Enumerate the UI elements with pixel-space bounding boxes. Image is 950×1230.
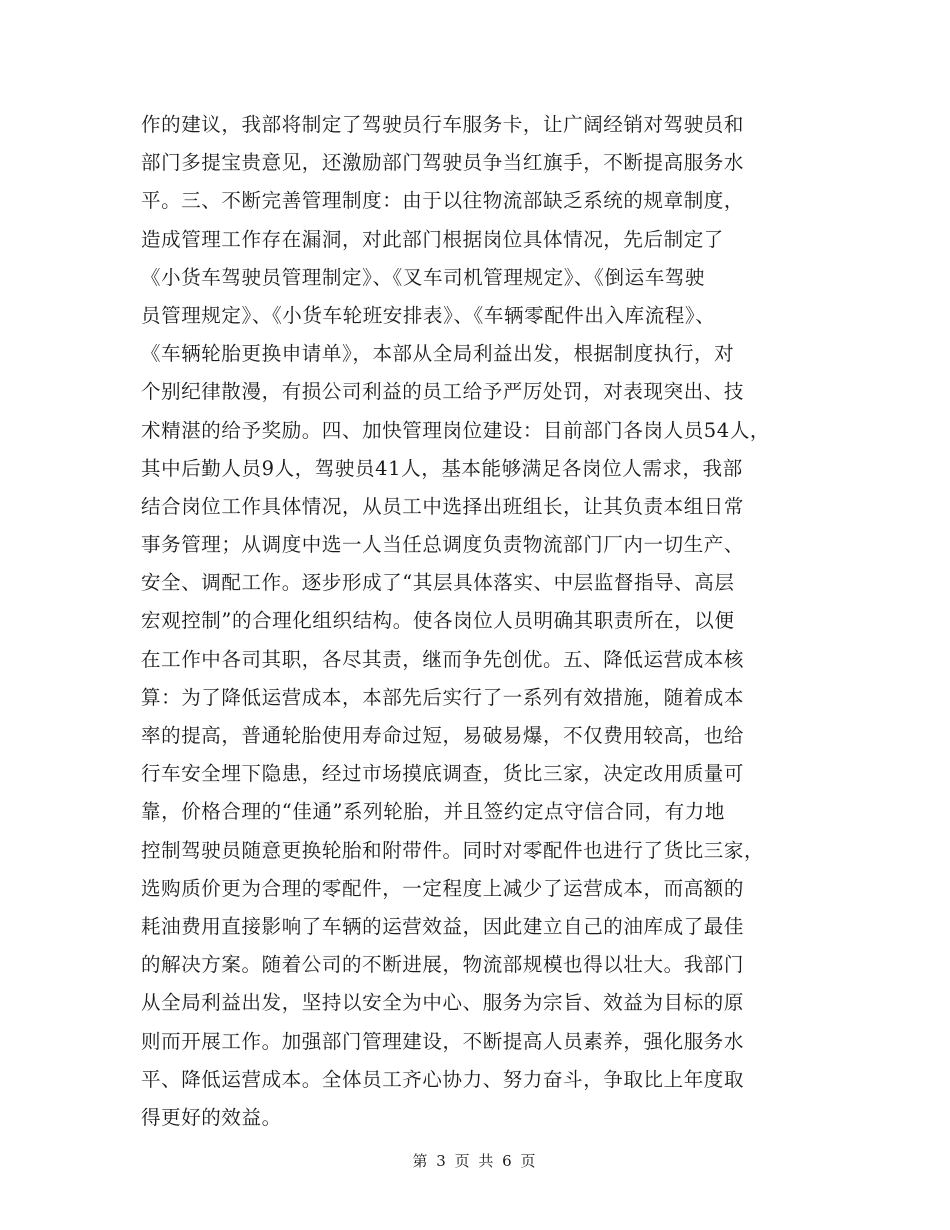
page-number-footer: 第 3 页 共 6 页 bbox=[412, 1152, 538, 1170]
text-line: 术精湛的给予奖励。四、加快管理岗位建设：目前部门各岗人员54人， bbox=[141, 418, 771, 442]
text-line: 员管理规定》、《小货车轮班安排表》、《车辆零配件出入库流程》、 bbox=[141, 303, 716, 327]
text-line: 《小货车驾驶员管理制定》、《叉车司机管理规定》、《倒运车驾驶 bbox=[141, 265, 706, 289]
text-line: 的解决方案。随着公司的不断进展，物流部规模也得以壮大。我部门 bbox=[141, 953, 745, 977]
text-line: 选购质价更为合理的零配件，一定程度上减少了运营成本，而高额的 bbox=[141, 876, 745, 900]
body-text bbox=[141, 106, 821, 1137]
text-line: 率的提高，普通轮胎使用寿命过短，易破易爆，不仅费用较高，也给 bbox=[141, 724, 745, 747]
text-line: 个别纪律散漫，有损公司利益的员工给予严厉处罚，对表现突出、技 bbox=[141, 380, 745, 404]
text-line: 控制驾驶员随意更换轮胎和附带件。同时对零配件也进行了货比三家， bbox=[141, 838, 765, 862]
text-line: 得更好的效益。 bbox=[141, 1105, 282, 1129]
text-line: 在工作中各司其职，各尽其责，继而争先创优。五、降低运营成本核 bbox=[141, 647, 745, 671]
text-line: 安全、调配工作。逐步形成了“其层具体落实、中层监督指导、高层 bbox=[141, 571, 735, 595]
text-line: 平、降低运营成本。全体员工齐心协力、努力奋斗，争取比上年度取 bbox=[141, 1067, 745, 1091]
text-line: 作的建议，我部将制定了驾驶员行车服务卡，让广阔经销对驾驶员和 bbox=[141, 113, 745, 136]
text-line: 《车辆轮胎更换申请单》，本部从全局利益出发，根据制度执行，对 bbox=[141, 342, 735, 366]
text-line: 耗油费用直接影响了车辆的运营效益，因此建立自己的油库成了最佳 bbox=[141, 914, 745, 938]
text-line: 结合岗位工作具体情况，从员工中选择出班组长，让其负责本组日常 bbox=[141, 494, 745, 518]
text-line: 平。三、不断完善管理制度：由于以往物流部缺乏系统的规章制度， bbox=[141, 189, 745, 213]
text-line: 其中后勤人员9人，驾驶员41人，基本能够满足各岗位人需求，我部 bbox=[141, 456, 743, 480]
text-line: 行车安全埋下隐患，经过市场摸底调查，货比三家，决定改用质量可 bbox=[141, 762, 745, 786]
text-line: 从全局利益出发，坚持以安全为中心、服务为宗旨、效益为目标的原 bbox=[141, 991, 745, 1015]
text-line: 部门多提宝贵意见，还激励部门驾驶员争当红旗手，不断提高服务水 bbox=[141, 151, 745, 175]
text-line: 算：为了降低运营成本，本部先后实行了一系列有效措施，随着成本 bbox=[141, 685, 745, 709]
text-line: 造成管理工作存在漏洞，对此部门根据岗位具体情况，先后制定了 bbox=[141, 227, 724, 251]
text-line: 事务管理；从调度中选一人当任总调度负责物流部门厂内一切生产、 bbox=[141, 533, 745, 557]
text-line: 则而开展工作。加强部门管理建设，不断提高人员素养，强化服务水 bbox=[141, 1029, 745, 1053]
text-line: 宏观控制”的合理化组织结构。使各岗位人员明确其职责所在，以便 bbox=[141, 609, 735, 633]
text-line: 靠，价格合理的“佳通”系列轮胎，并且签约定点守信合同，有力地 bbox=[141, 800, 725, 824]
